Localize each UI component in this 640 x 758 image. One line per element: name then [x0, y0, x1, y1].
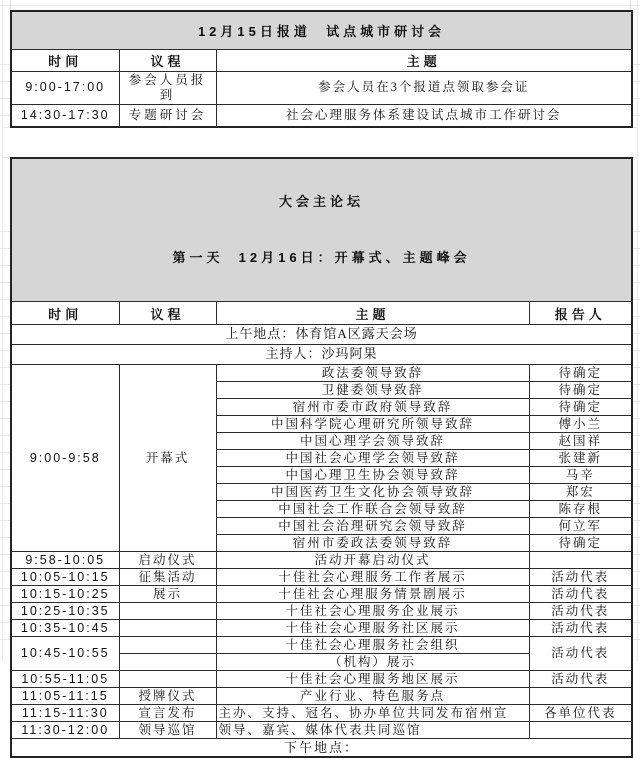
cell-topic: 中国社会心理学会领导致辞: [216, 450, 529, 467]
cell-agenda: 展示: [119, 586, 216, 603]
cell-speaker: [529, 552, 632, 569]
gridline: [0, 5, 640, 6]
cell-topic: 领导、嘉宾、媒体代表共同巡馆: [216, 722, 529, 739]
cell-agenda: [119, 620, 216, 637]
cell-topic: 十佳社会心理服务企业展示: [216, 603, 529, 620]
cell-speaker: 待确定: [529, 399, 632, 416]
cell-agenda: [119, 671, 216, 688]
cell-time: 9:58-10:05: [11, 552, 119, 569]
cell-topic: 中国社会工作联合会领导致辞: [216, 501, 529, 518]
gridline: [10, 0, 11, 10]
column-header-topic: 主题: [216, 302, 529, 325]
cell-speaker: 赵国祥: [529, 433, 632, 450]
cell-topic: 参会人员在3个报道点领取参会证: [216, 71, 632, 104]
cell-topic: 中国社会治理研究会领导致辞: [216, 518, 529, 535]
registration-day-table: [10, 10, 633, 128]
cell-agenda: 专题研讨会: [119, 104, 216, 127]
schedule-row: [11, 569, 632, 586]
cell-speaker: 活动代表: [529, 620, 632, 637]
cell-time: 9:00-9:58: [11, 365, 119, 552]
schedule-row: [11, 722, 632, 739]
schedule-row: [11, 586, 632, 603]
clipped-partial-row: [11, 739, 632, 757]
gridline: [0, 48, 10, 126]
cell-topic: 产业行业、特色服务点: [216, 688, 529, 705]
main-forum-table-title: [11, 158, 632, 302]
schedule-row: [11, 671, 632, 688]
cell-topic: 中国心理卫生协会领导致辞: [216, 467, 529, 484]
cell-host: 主持人：沙玛阿果: [11, 345, 632, 365]
cell-speaker: [529, 688, 632, 705]
cell-agenda: 开幕式: [119, 365, 216, 552]
gridline: [630, 0, 631, 10]
cell-speaker: 各单位代表: [529, 705, 632, 722]
gridline: [2, 127, 638, 158]
column-header-time: 时间: [11, 49, 119, 71]
cell-agenda: 参会人员报到: [119, 71, 216, 104]
registration-table-title: 12月15日报道 试点城市研讨会: [11, 11, 632, 49]
cell-topic: 十佳社会心理服务地区展示: [216, 671, 529, 688]
cell-agenda: 领导巡馆: [119, 722, 216, 739]
cell-time: 11:05-11:15: [11, 688, 119, 705]
main-forum-title-line2: 第一天 12月16日：开幕式、主题峰会: [172, 250, 471, 265]
column-header-agenda: 议程: [119, 302, 216, 325]
main-forum-title-line1: 大会主论坛: [279, 194, 365, 209]
cell-time: 10:05-10:15: [11, 569, 119, 586]
main-forum-table: [10, 157, 633, 758]
cell-speaker: 何立军: [529, 518, 632, 535]
cell-agenda: 征集活动: [119, 569, 216, 586]
cell-topic: 活动开幕启动仪式: [216, 552, 529, 569]
cell-time: 10:45-10:55: [11, 637, 119, 671]
cell-speaker: 活动代表: [529, 603, 632, 620]
schedule-row: [11, 552, 632, 569]
cell-speaker: 郑宏: [529, 484, 632, 501]
cell-time: 11:30-12:00: [11, 722, 119, 739]
schedule-row: [11, 688, 632, 705]
cell-speaker: 活动代表: [529, 671, 632, 688]
cell-speaker: 活动代表: [529, 569, 632, 586]
cell-topic: 十佳社会心理服务社区展示: [216, 620, 529, 637]
cell-speaker: 马辛: [529, 467, 632, 484]
cell-time: 10:25-10:35: [11, 603, 119, 620]
cell-time: 10:35-10:45: [11, 620, 119, 637]
cell-agenda: 宣言发布: [119, 705, 216, 722]
table-title-row: [11, 11, 632, 49]
table-title-row: [11, 158, 632, 302]
cell-speaker: 活动代表: [529, 586, 632, 603]
schedule-row: [11, 71, 632, 104]
column-header-time: 时间: [11, 302, 119, 325]
cell-speaker: [529, 722, 632, 739]
cell-agenda: [119, 603, 216, 620]
cell-topic: 十佳社会心理服务社会组织: [216, 637, 529, 654]
cell-time: 10:55-11:05: [11, 671, 119, 688]
column-header-speaker: 报告人: [529, 302, 632, 325]
cell-time: 9:00-17:00: [11, 71, 119, 104]
cell-time: 14:30-17:30: [11, 104, 119, 127]
cell-speaker: 待确定: [529, 535, 632, 552]
location-row: [11, 325, 632, 345]
cell-topic: 宿州市委市政府领导致辞: [216, 399, 529, 416]
column-header-row: [11, 302, 632, 325]
cell-speaker: 傅小兰: [529, 416, 632, 433]
cell-agenda: 授牌仪式: [119, 688, 216, 705]
cell-speaker: 张建新: [529, 450, 632, 467]
schedule-row: [11, 104, 632, 127]
gridline: [0, 215, 10, 653]
cell-topic: 中国心理学会领导致辞: [216, 433, 529, 450]
cell-speaker: 活动代表: [529, 637, 632, 671]
cell-speaker: 待确定: [529, 365, 632, 382]
cell-location: 上午地点：体育馆A区露天会场: [11, 325, 632, 345]
cell-topic: 卫健委领导致辞: [216, 382, 529, 399]
cell-topic: 十佳社会心理服务情景剧展示: [216, 586, 529, 603]
cell-time: 10:15-10:25: [11, 586, 119, 603]
cell-topic: 政法委领导致辞: [216, 365, 529, 382]
opening-ceremony-row: [11, 365, 632, 382]
cell-topic: 宿州市委政法委领导致辞: [216, 535, 529, 552]
cell-speaker: 陈存根: [529, 501, 632, 518]
cell-topic: 十佳社会心理服务工作者展示: [216, 569, 529, 586]
cell-agenda: [119, 654, 216, 671]
schedule-row: [11, 603, 632, 620]
schedule-row: [11, 637, 632, 654]
cell-topic: （机构）展示: [216, 654, 529, 671]
schedule-row: [11, 705, 632, 722]
cell-topic: 主办、支持、冠名、协办单位共同发布宿州宣: [216, 705, 529, 722]
column-header-topic: 主题: [216, 49, 632, 71]
cell-topic: 社会心理服务体系建设试点城市工作研讨会: [216, 104, 632, 127]
cell-clipped-text: 下午地点：: [11, 739, 632, 757]
cell-time: 11:15-11:30: [11, 705, 119, 722]
schedule-row: [11, 620, 632, 637]
host-row: [11, 345, 632, 365]
cell-topic: 中国科学院心理研究所领导致辞: [216, 416, 529, 433]
column-header-row: [11, 49, 632, 71]
cell-agenda: [119, 637, 216, 654]
cell-agenda: 启动仪式: [119, 552, 216, 569]
column-header-agenda: 议程: [119, 49, 216, 71]
cell-topic: 中国医药卫生文化协会领导致辞: [216, 484, 529, 501]
cell-speaker: 待确定: [529, 382, 632, 399]
